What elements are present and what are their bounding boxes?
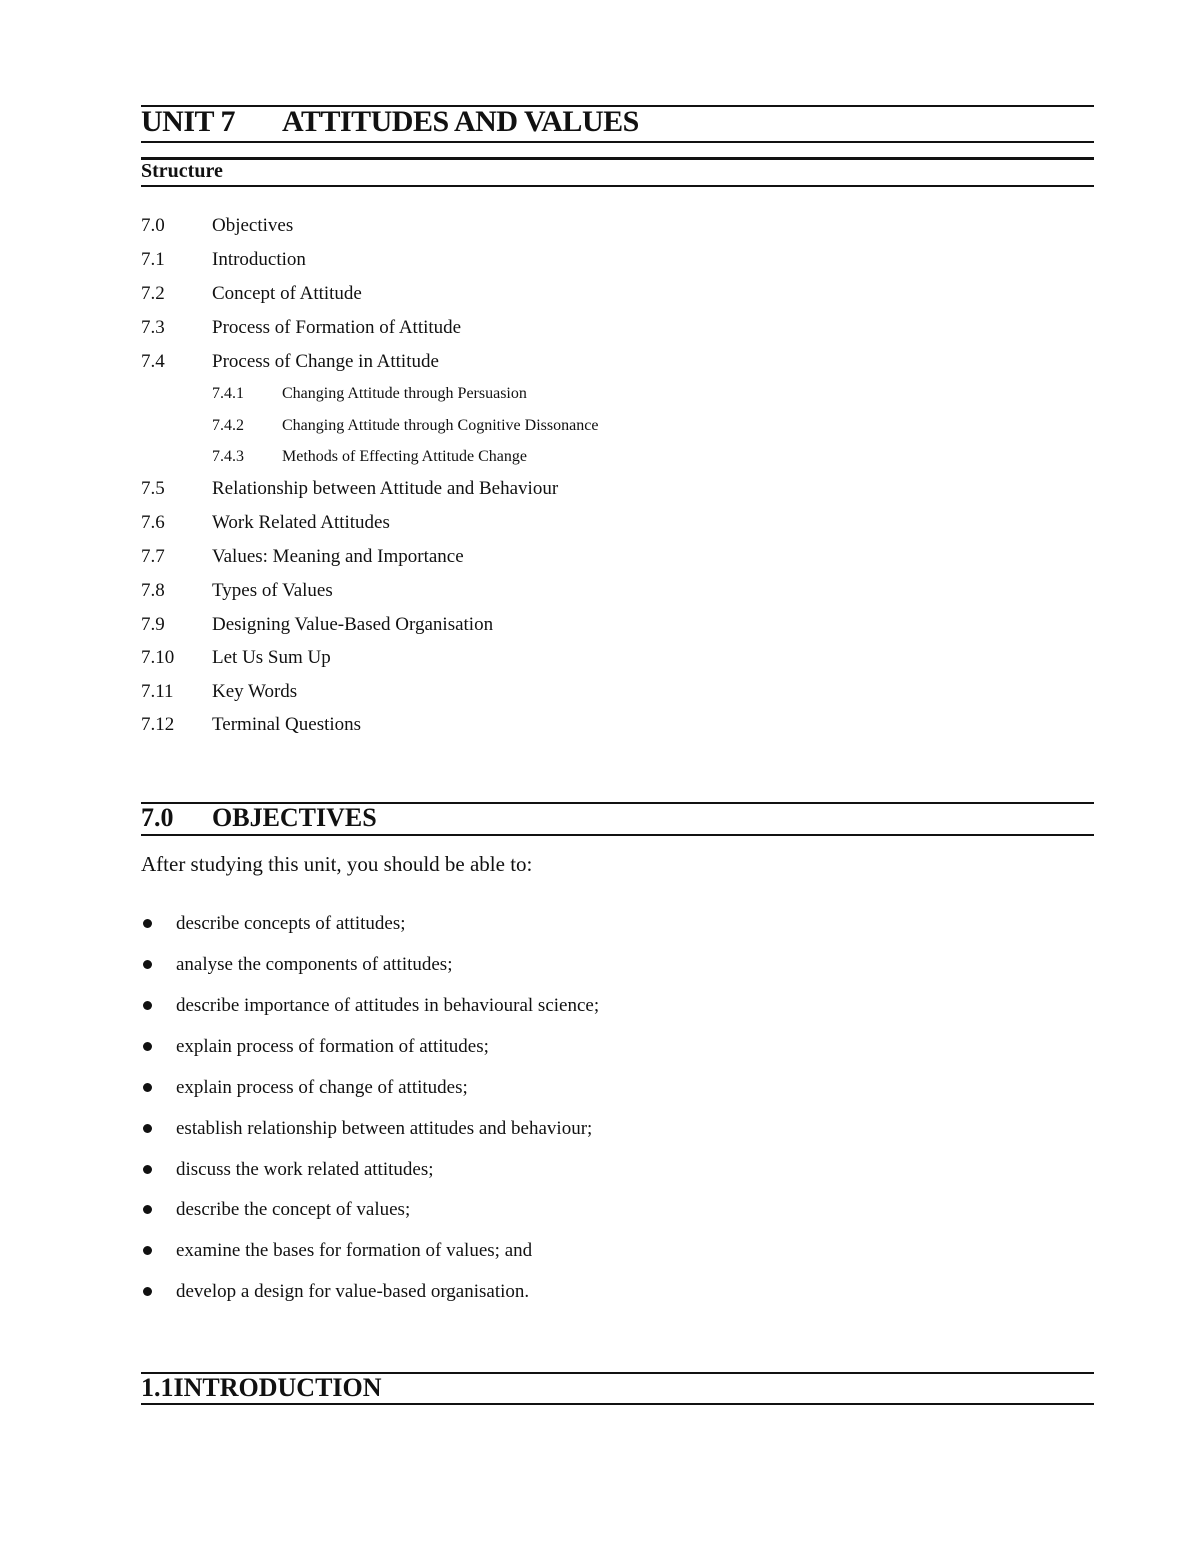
bullet-icon	[143, 1287, 152, 1296]
toc-number: 7.9	[141, 614, 165, 635]
structure-label: Structure	[141, 160, 223, 182]
structure-bottom-rule	[141, 185, 1094, 187]
toc-number: 7.4.2	[212, 417, 244, 434]
toc-title: Relationship between Attitude and Behaviour	[212, 478, 559, 499]
unit-title-bottom-rule	[141, 141, 1094, 143]
toc-title: Let Us Sum Up	[212, 647, 331, 668]
toc-number: 7.8	[141, 580, 165, 601]
list-item-text: establish relationship between attitudes and behaviour;	[176, 1118, 593, 1139]
toc-title: Concept of Attitude	[212, 283, 362, 304]
toc-number: 7.11	[141, 681, 174, 702]
toc-number: 7.2	[141, 283, 165, 304]
unit-title	[141, 104, 639, 140]
unit-name: ATTITUDES AND VALUES	[282, 105, 639, 138]
unit-number: UNIT 7	[141, 105, 235, 138]
toc-number: 7.0	[141, 215, 165, 236]
toc-number: 7.5	[141, 478, 165, 499]
list-item-text: discuss the work related attitudes;	[176, 1159, 434, 1180]
toc-number: 7.4	[141, 351, 165, 372]
bullet-icon	[143, 960, 152, 969]
objectives-lead: After studying this unit, you should be able to:	[141, 852, 533, 876]
list-item-text: examine the bases for formation of values; and	[176, 1240, 533, 1261]
toc-number: 7.6	[141, 512, 165, 533]
objectives-heading	[141, 802, 377, 834]
bullet-icon	[143, 1205, 152, 1214]
toc-title: Values: Meaning and Importance	[212, 546, 464, 567]
toc-number: 7.3	[141, 317, 165, 338]
toc-title: Process of Formation of Attitude	[212, 317, 462, 338]
toc-title: Process of Change in Attitude	[212, 351, 439, 372]
section-number: 7.0	[141, 803, 174, 832]
toc-title: Terminal Questions	[212, 714, 362, 735]
bullet-icon	[143, 1124, 152, 1133]
toc-title: Work Related Attitudes	[212, 512, 390, 533]
toc-number: 7.4.3	[212, 448, 244, 465]
list-item-text: explain process of formation of attitudes;	[176, 1036, 489, 1057]
structure-top-rule	[141, 157, 1094, 160]
introduction-heading: 1.1INTRODUCTION	[141, 1373, 382, 1402]
toc-title: Objectives	[212, 215, 294, 236]
bullet-icon	[143, 1001, 152, 1010]
bullet-icon	[143, 1165, 152, 1174]
toc-number: 7.4.1	[212, 385, 244, 402]
bullet-icon	[143, 1083, 152, 1092]
toc-number: 7.1	[141, 249, 165, 270]
list-item-text: describe concepts of attitudes;	[176, 913, 406, 934]
list-item-text: describe the concept of values;	[176, 1199, 411, 1220]
bullet-icon	[143, 1246, 152, 1255]
introduction-bottom-rule	[141, 1403, 1094, 1405]
toc-title: Changing Attitude through Cognitive Dissonance	[282, 417, 599, 434]
toc-number: 7.12	[141, 714, 175, 735]
list-item-text: explain process of change of attitudes;	[176, 1077, 468, 1098]
toc-title: Introduction	[212, 249, 306, 270]
toc-title: Types of Values	[212, 580, 333, 601]
toc-title: Key Words	[212, 681, 298, 702]
bullet-icon	[143, 1042, 152, 1051]
section-title: OBJECTIVES	[212, 803, 377, 832]
toc-title: Designing Value-Based Organisation	[212, 614, 494, 635]
list-item-text: describe importance of attitudes in behavioural science;	[176, 995, 600, 1016]
toc-title: Changing Attitude through Persuasion	[282, 385, 527, 402]
toc-number: 7.7	[141, 546, 165, 567]
toc-title: Methods of Effecting Attitude Change	[282, 448, 527, 465]
list-item-text: develop a design for value-based organisation.	[176, 1281, 530, 1302]
bullet-icon	[143, 919, 152, 928]
objectives-bottom-rule	[141, 834, 1094, 836]
list-item-text: analyse the components of attitudes;	[176, 954, 453, 975]
toc-number: 7.10	[141, 647, 175, 668]
